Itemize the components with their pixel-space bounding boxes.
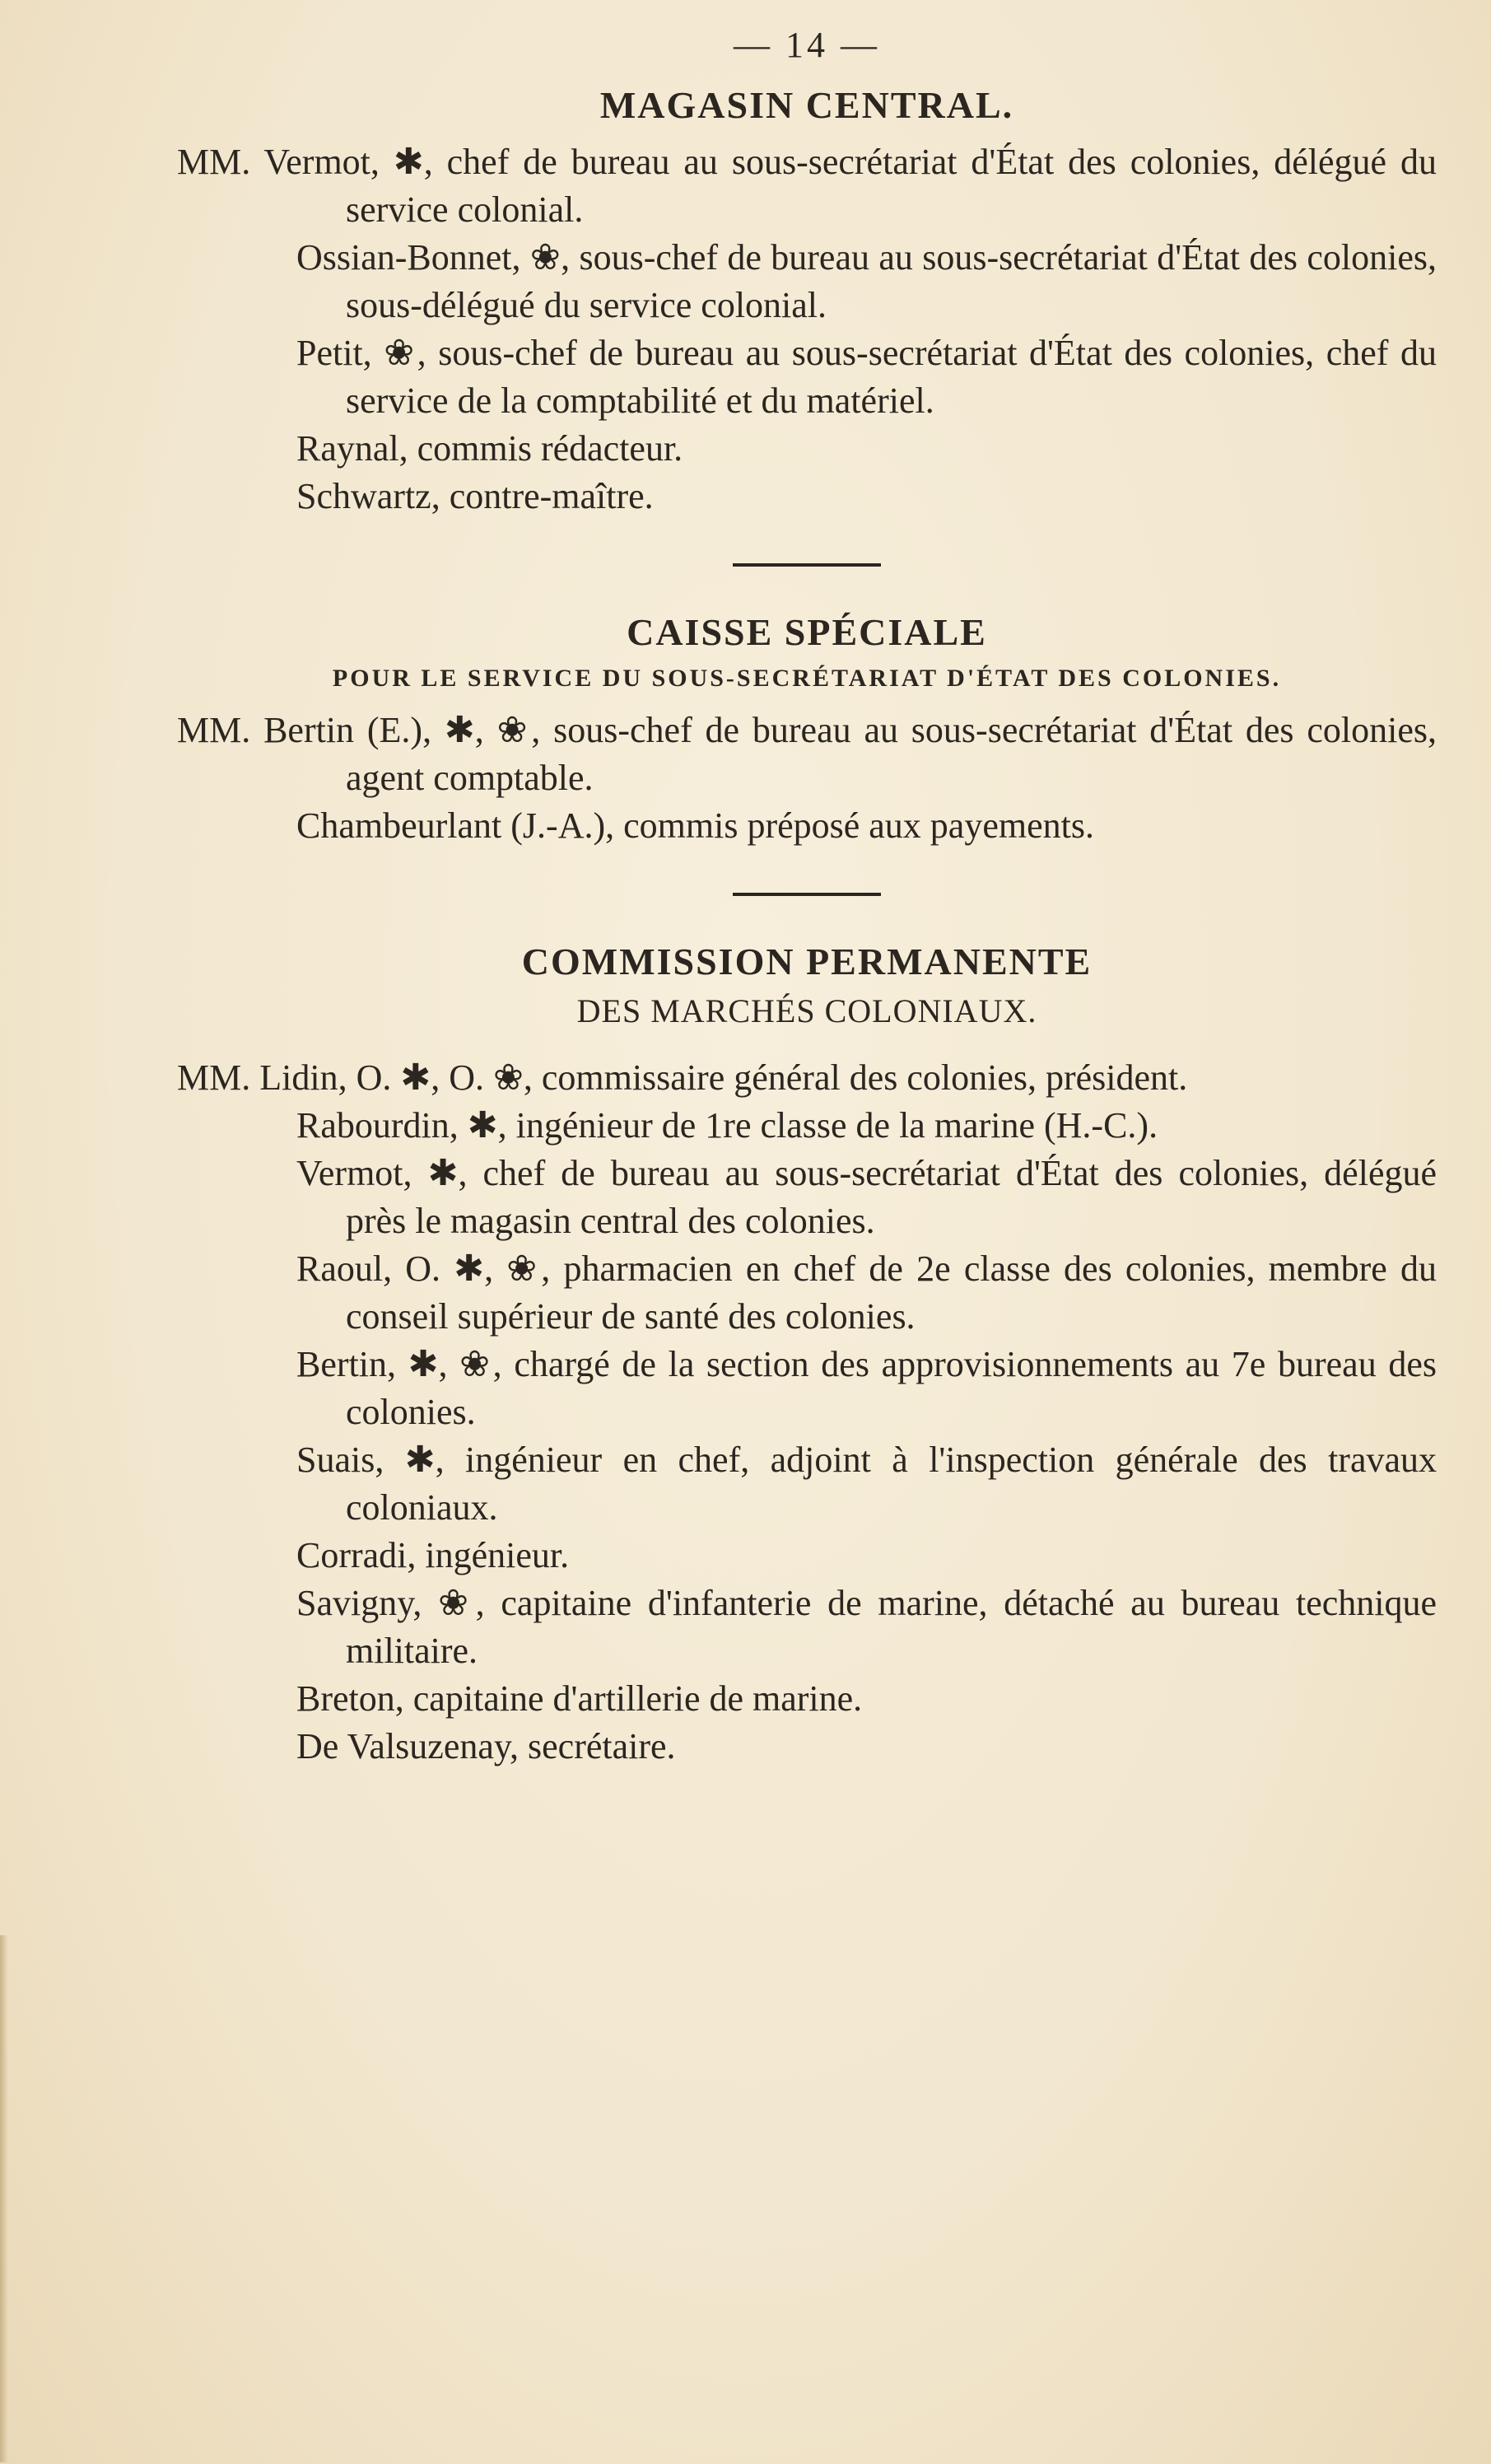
list-item: Schwartz, contre-maître. [296,476,654,516]
section-title: CAISSE SPÉCIALE [627,611,987,653]
section-subtitle: DES MARCHÉS COLONIAUX. [576,992,1037,1029]
section-caisse-speciale [177,608,1437,850]
section-magasin-central [177,81,1437,520]
list-item: Petit, ❀, sous-chef de bureau au sous-secrétariat d'État des colonies, chef du service de la comptabilité et du matériel. [296,333,1437,421]
page-edge-shadow [0,1935,8,2462]
list-item: Chambeurlant (J.-A.), commis préposé aux payements. [296,805,1094,846]
list-item: Raynal, commis rédacteur. [296,428,683,469]
section-subtitle: POUR LE SERVICE DU SOUS-SECRÉTARIAT D'ÉTAT DES COLONIES. [332,665,1282,692]
list-item: Breton, capitaine d'artillerie de marine. [296,1678,863,1719]
section-title: MAGASIN CENTRAL. [599,84,1014,126]
list-item: Suais, ✱, ingénieur en chef, adjoint à l'inspection générale des travaux coloniaux. [296,1440,1437,1528]
entry-list [177,138,1437,520]
page-number: — 14 — [734,25,880,65]
list-item: De Valsuzenay, secrétaire. [296,1726,676,1766]
list-item: Rabourdin, ✱, ingénieur de 1re classe de la marine (H.-C.). [296,1105,1158,1146]
list-item: Ossian-Bonnet, ❀, sous-chef de bureau au sous-secrétariat d'État des colonies, sous-délégué du service colonial. [296,237,1437,325]
section-divider [733,563,881,567]
section-divider [733,893,881,896]
list-item: Savigny, ❀, capitaine d'infanterie de marine, détaché au bureau technique militaire. [296,1583,1437,1671]
list-item: MM. Lidin, O. ✱, O. ❀, commissaire général des colonies, président. [177,1057,1188,1098]
section-commission-permanente [177,937,1437,1771]
page-content [177,25,1437,1771]
list-item: Raoul, O. ✱, ❀, pharmacien en chef de 2e classe des colonies, membre du conseil supérieur de santé des colonies. [296,1248,1437,1337]
entry-list [177,707,1437,850]
list-item: MM. Bertin (E.), ✱, ❀, sous-chef de bureau au sous-secrétariat d'État des colonies, agent comptable. [177,710,1437,798]
section-title: COMMISSION PERMANENTE [521,940,1093,982]
list-item: MM. Vermot, ✱, chef de bureau au sous-secrétariat d'État des colonies, délégué du service colonial. [177,142,1437,230]
list-item: Vermot, ✱, chef de bureau au sous-secrétariat d'État des colonies, délégué près le magasin central des colonies. [296,1153,1437,1241]
list-item: Corradi, ingénieur. [296,1535,570,1575]
entry-list [177,1054,1437,1771]
list-item: Bertin, ✱, ❀, chargé de la section des approvisionnements au 7e bureau des colonies. [296,1344,1437,1432]
